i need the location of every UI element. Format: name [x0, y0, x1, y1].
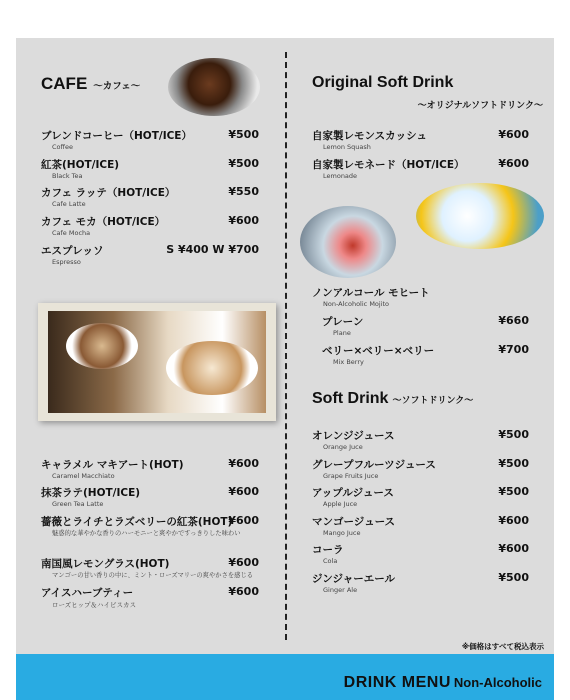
item-price: S ¥400 W ¥700: [166, 243, 259, 256]
item-price: ¥600: [228, 585, 259, 598]
item-name: プレーン: [322, 316, 364, 328]
item-name: 自家製レモンスカッシュ: [312, 130, 427, 142]
item-sub: Lemonade: [323, 172, 358, 180]
item-name: エスプレッソ: [41, 245, 104, 257]
item-price: ¥660: [498, 314, 529, 327]
item-name: マンゴージュース: [312, 516, 396, 528]
item-price: ¥600: [228, 556, 259, 569]
mojito-photo: [300, 206, 396, 278]
cafe-subtitle: ～カフェ～: [93, 81, 141, 92]
latte-cup-2: [166, 341, 258, 395]
item-sub: 魅惑的な華やかな香りのハーモニーと爽やかですっきりした味わい: [52, 530, 241, 537]
soft-heading: [312, 388, 473, 408]
item-name: ベリー×ベリー×ベリー: [322, 345, 435, 357]
item-sub: Coffee: [52, 143, 73, 151]
item-name: アイスハーブティー: [41, 587, 134, 599]
item-sub: Espresso: [52, 258, 81, 266]
item-price: ¥600: [498, 128, 529, 141]
item-price: ¥500: [498, 485, 529, 498]
item-sub: Lemon Squash: [323, 143, 371, 151]
item-price: ¥550: [228, 185, 259, 198]
soft-title: Soft Drink: [312, 390, 389, 407]
item-name: キャラメル マキアート(HOT): [41, 459, 184, 471]
soft-subtitle: ～ソフトドリンク～: [392, 396, 474, 406]
coffee-grounds-photo: [168, 58, 260, 116]
item-price: ¥600: [228, 457, 259, 470]
lemon-squash-photo: [416, 183, 544, 249]
item-name: カフェ モカ（HOT/ICE）: [41, 216, 166, 228]
item-price: ¥700: [498, 343, 529, 356]
item-sub: Mango Juce: [323, 529, 361, 537]
item-sub: ローズヒップ＆ハイビスカス: [52, 601, 136, 609]
item-name: 南国風レモングラス(HOT): [41, 558, 170, 570]
cafe-title: CAFE: [41, 74, 88, 93]
item-sub: Cafe Latte: [52, 200, 86, 208]
item-price: ¥500: [498, 428, 529, 441]
item-price: ¥500: [228, 157, 259, 170]
item-price: ¥600: [498, 157, 529, 170]
item-name: オレンジジュース: [312, 430, 395, 442]
footer-title: [344, 674, 542, 692]
item-price: ¥500: [498, 457, 529, 470]
item-price: ¥600: [498, 542, 529, 555]
item-sub: Plane: [333, 329, 351, 337]
footer-bar: [16, 654, 554, 700]
item-name: ジンジャーエール: [312, 573, 396, 585]
item-price: ¥600: [228, 514, 259, 527]
item-sub: Orange Juce: [323, 443, 363, 451]
item-name: コーラ: [312, 544, 344, 556]
cafe-heading: [41, 74, 140, 94]
item-price: ¥600: [228, 485, 259, 498]
item-sub: Black Tea: [52, 172, 83, 180]
item-price: ¥600: [498, 514, 529, 527]
item-name: カフェ ラッテ（HOT/ICE）: [41, 187, 176, 199]
footer-sub: Non-Alcoholic: [453, 675, 542, 690]
item-price: ¥600: [228, 214, 259, 227]
original-title: Original Soft Drink: [312, 74, 454, 91]
item-name: アップルジュース: [312, 487, 394, 499]
item-sub: Mix Berry: [333, 358, 364, 366]
item-name: グレープフルーツジュース: [312, 459, 436, 471]
item-price: ¥500: [228, 128, 259, 141]
item-name: 薔薇とライチとラズベリーの紅茶(HOT): [41, 516, 233, 528]
footer-main: DRINK MENU: [343, 674, 451, 691]
item-sub: Cola: [323, 557, 338, 565]
item-name: 抹茶ラテ(HOT/ICE): [41, 487, 141, 499]
item-name: 紅茶(HOT/ICE): [41, 159, 120, 171]
tax-note: ※価格はすべて税込表示: [461, 642, 544, 651]
item-name: 自家製レモネード（HOT/ICE）: [312, 159, 465, 171]
item-sub: Green Tea Latte: [52, 500, 104, 508]
item-sub: Ginger Ale: [323, 586, 358, 594]
latte-cup-1: [66, 323, 138, 369]
item-sub: マンゴーの甘い香りの中に、ミント・ローズマリーの爽やかさを感じる: [52, 572, 254, 579]
item-sub: Non-Alcoholic Mojito: [323, 300, 390, 308]
item-name: ブレンドコーヒー（HOT/ICE）: [41, 130, 192, 142]
item-sub: Apple Juce: [323, 500, 358, 508]
latte-photo: [48, 311, 266, 413]
item-name: ノンアルコール モヒート: [312, 287, 430, 299]
original-subtitle: ～オリジナルソフトドリンク～: [417, 101, 543, 111]
item-sub: Grape Fruits Juce: [323, 472, 379, 480]
latte-photo-frame: [38, 303, 276, 421]
item-price: ¥500: [498, 571, 529, 584]
column-divider: [285, 52, 287, 640]
item-sub: Cafe Mocha: [52, 229, 91, 237]
item-sub: Caramel Macchiato: [52, 472, 115, 480]
